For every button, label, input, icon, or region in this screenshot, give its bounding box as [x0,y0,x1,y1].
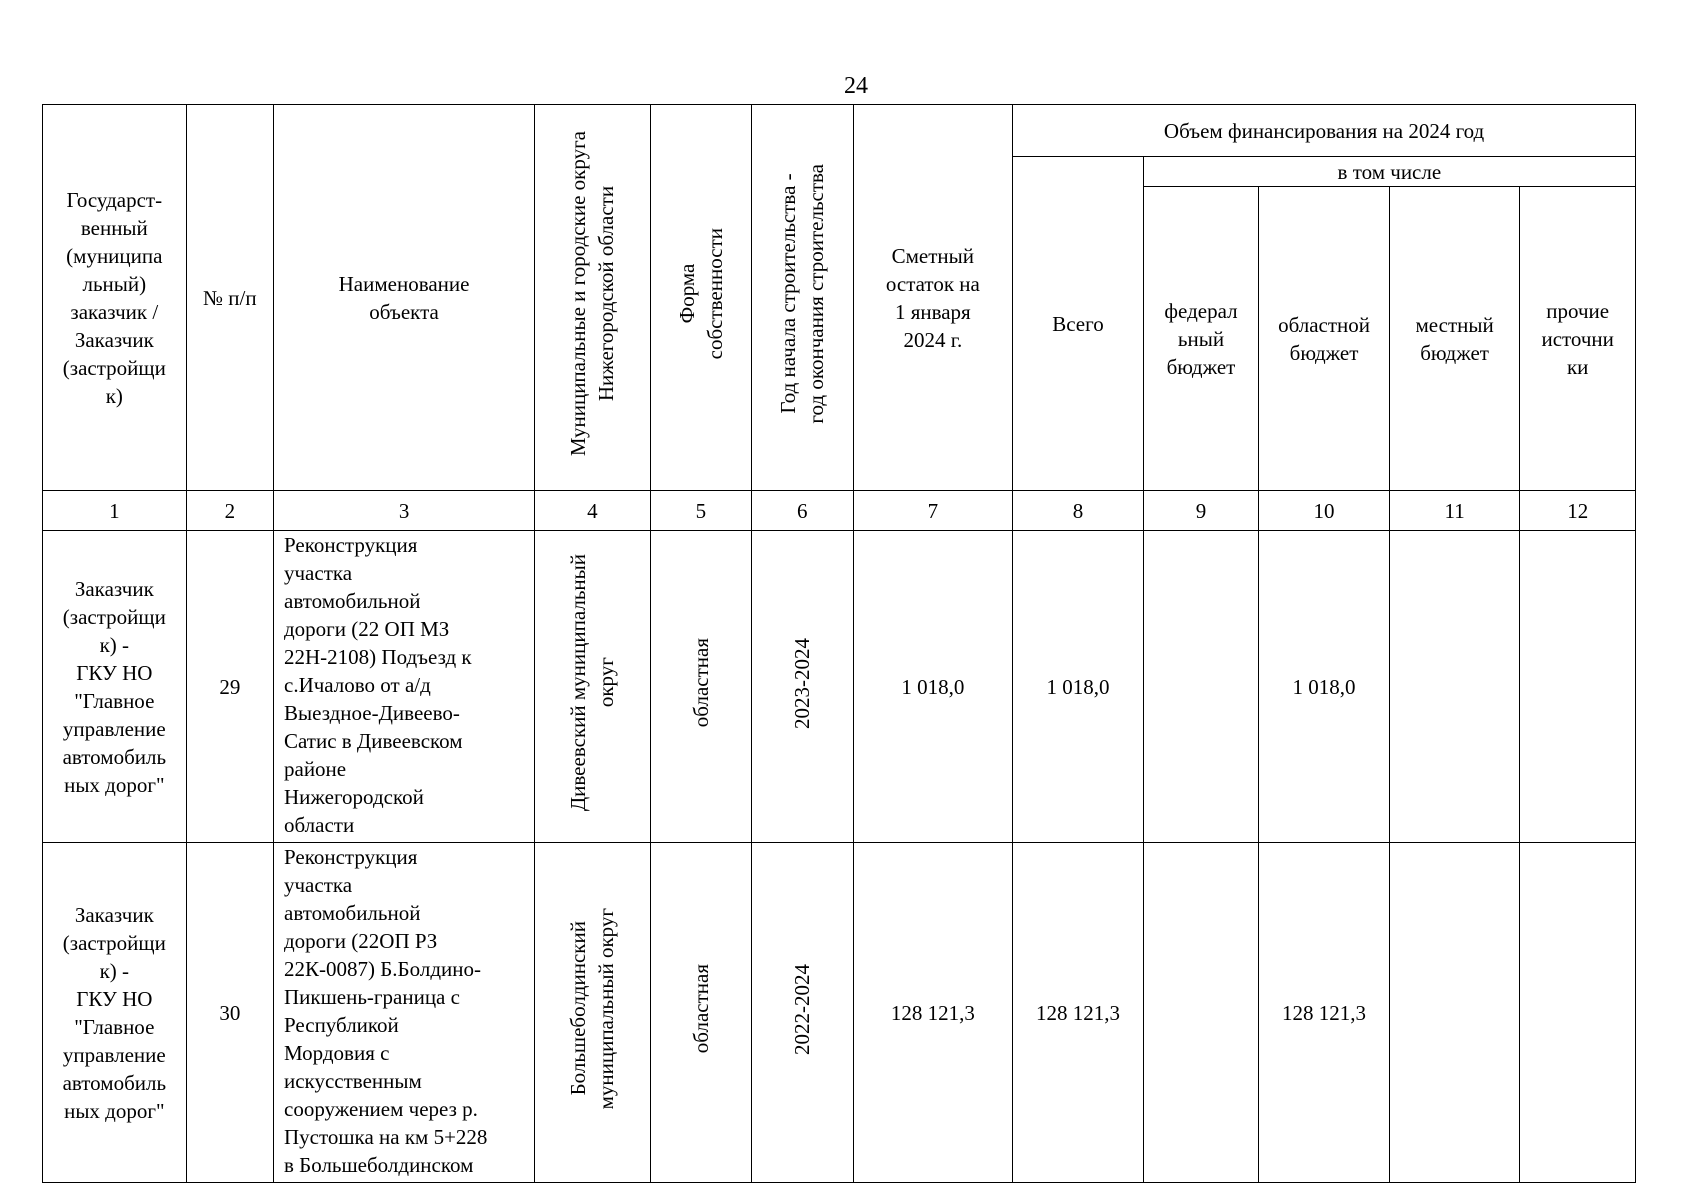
header-customer-text: Государст- венный (муниципа льный) заказчик / Заказчик (застройщи к) [62,187,166,408]
table-row [43,843,1636,1183]
row-total: 128 121,3 [1013,843,1144,1183]
column-number: 5 [650,491,751,531]
row-ownership-text: областная [688,638,713,728]
row-estimate: 128 121,3 [853,843,1013,1183]
row-object-name [274,531,535,843]
column-number: 8 [1013,491,1144,531]
column-number: 3 [274,491,535,531]
header-total [1013,157,1144,491]
column-number: 12 [1520,491,1636,531]
header-federal-text: федерал ьный бюджет [1164,298,1238,379]
row-years-text: 2022-2024 [790,963,815,1055]
header-districts [535,105,651,491]
header-years [752,105,853,491]
header-estimate-text: Сметный остаток на 1 января 2024 г. [885,243,980,352]
header-object-name [274,105,535,491]
row-years [752,843,853,1183]
header-num [186,105,273,491]
header-federal [1143,187,1259,491]
row-district-text: Дивеевский муниципальный округ [566,554,619,812]
column-number: 1 [43,491,187,531]
header-other [1520,187,1636,491]
row-ownership [650,843,751,1183]
column-number: 10 [1259,491,1390,531]
column-number: 4 [535,491,651,531]
row-customer-text: Заказчик (застройщи к) - ГКУ НО "Главное управление автомобиль ных дорог" [62,576,167,797]
header-num-text: № п/п [203,285,257,310]
column-number-row [43,491,1636,531]
header-regional [1259,187,1390,491]
row-other [1520,843,1636,1183]
row-customer [43,843,187,1183]
column-number: 9 [1143,491,1259,531]
header-object-name-text: Наименование объекта [338,271,470,324]
row-federal [1143,531,1259,843]
column-number: 2 [186,491,273,531]
row-object-name-text: Реконструкция участка автомобильной дороги (22ОП РЗ 22К-0087) Б.Болдино- Пикшень-граница с Республикой Мордовия с искусственным сооружением через р. Пустошка на км 5+228 в Большеболдинском [284,845,488,1177]
header-ownership-text: Форма собственности [674,228,727,360]
page-number: 24 [844,73,868,99]
header-ownership [650,105,751,491]
row-district-text: Большеболдинский муниципальный округ [566,908,619,1110]
row-ownership-text: областная [688,964,713,1054]
header-financing [1013,105,1636,157]
header-other-text: прочие источни ки [1541,298,1614,379]
row-local [1389,531,1520,843]
header-total-text: Всего [1052,311,1104,336]
header-years-text: Год начала строительства - год окончания строительства [776,164,829,424]
header-financing-text: Объем финансирования на 2024 год [1163,118,1485,143]
header-regional-text: областной бюджет [1278,312,1370,365]
row-years [752,531,853,843]
row-estimate: 1 018,0 [853,531,1013,843]
financing-table [42,104,1636,1183]
row-num: 30 [186,843,273,1183]
header-customer [43,105,187,491]
row-federal [1143,843,1259,1183]
row-years-text: 2023-2024 [790,637,815,729]
column-number: 7 [853,491,1013,531]
row-ownership [650,531,751,843]
row-district [535,843,651,1183]
header-estimate [853,105,1013,491]
header-local [1389,187,1520,491]
header-districts-text: Муниципальные и городские округа Нижегородской области [566,131,619,457]
header-including-text: в том числе [1337,159,1442,184]
row-district [535,531,651,843]
table-row [43,531,1636,843]
row-customer-text: Заказчик (застройщи к) - ГКУ НО "Главное управление автомобиль ных дорог" [62,902,167,1123]
header-local-text: местный бюджет [1415,312,1494,365]
column-number: 6 [752,491,853,531]
row-regional: 1 018,0 [1259,531,1390,843]
header-row-1 [43,105,1636,157]
row-other [1520,531,1636,843]
row-object-name-text: Реконструкция участка автомобильной дороги (22 ОП МЗ 22Н-2108) Подъезд к с.Ичалово от а/д Выездное-Дивеево- Сатис в Дивеевском районе Нижегородской области [284,533,472,837]
row-local [1389,843,1520,1183]
column-number: 11 [1389,491,1520,531]
row-customer [43,531,187,843]
row-regional: 128 121,3 [1259,843,1390,1183]
row-total: 1 018,0 [1013,531,1144,843]
header-including [1143,157,1635,187]
row-object-name [274,843,535,1183]
row-num: 29 [186,531,273,843]
